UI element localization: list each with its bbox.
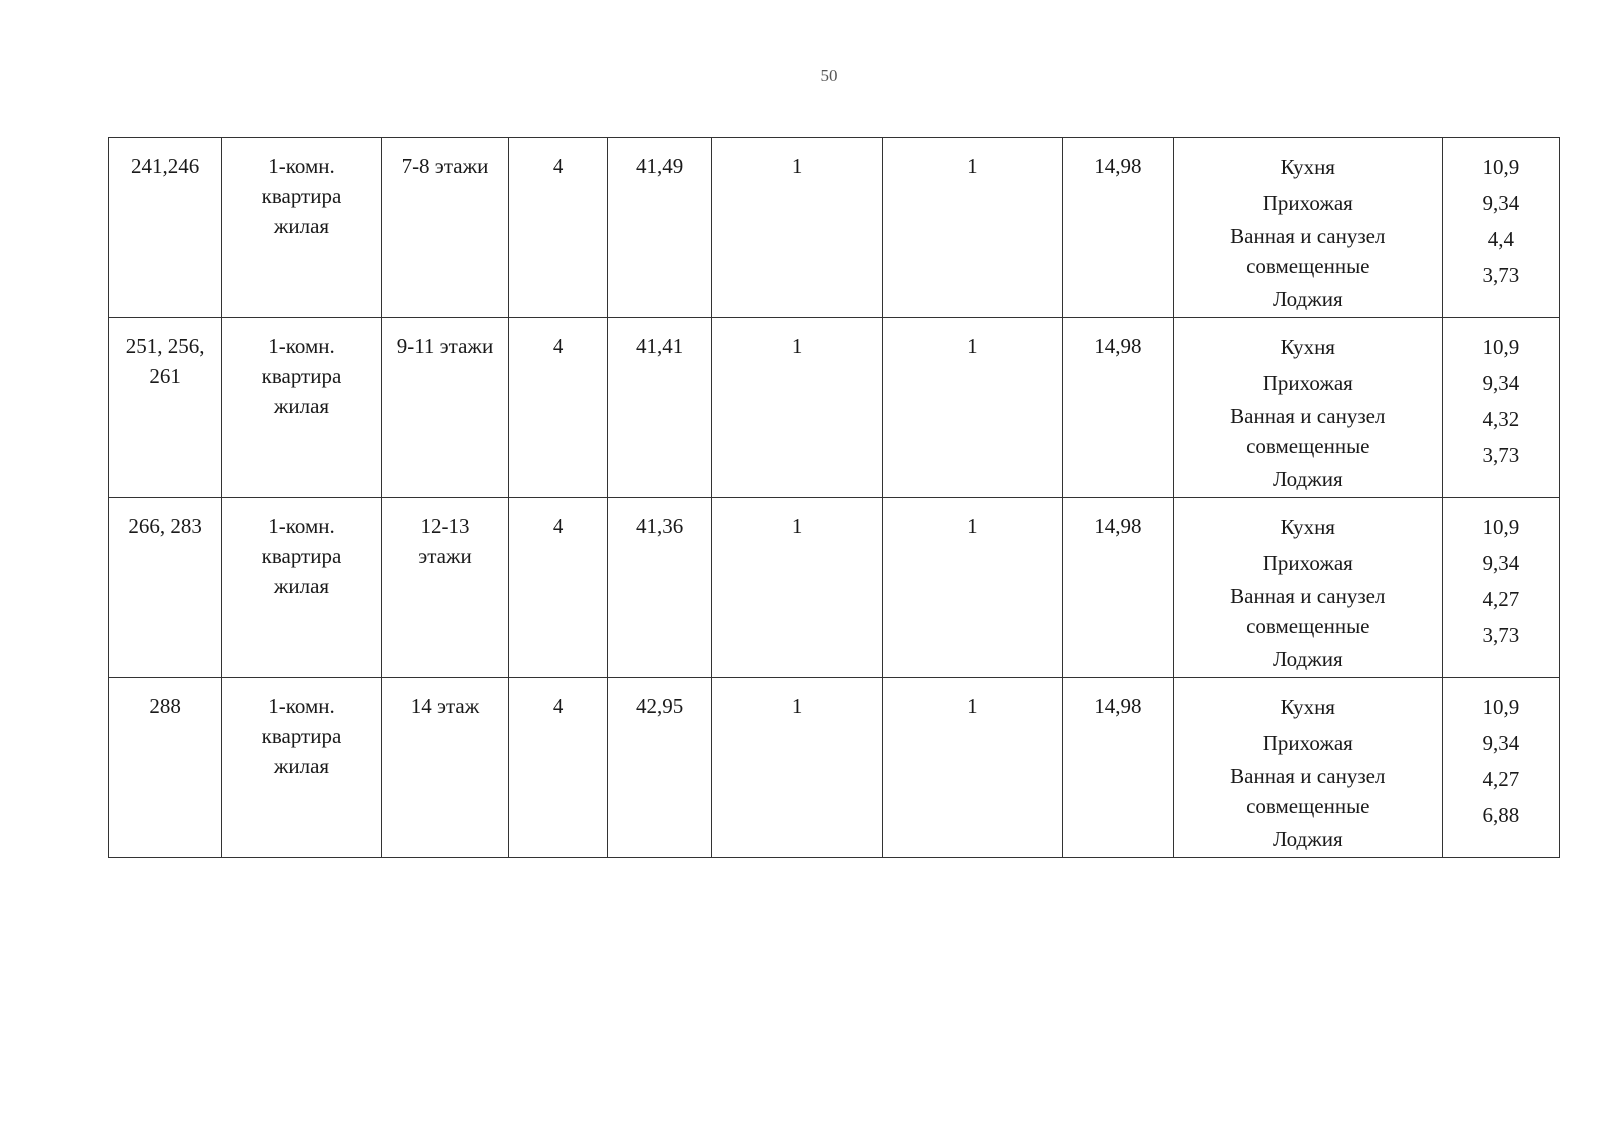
room-area: 10,9 (1482, 335, 1520, 359)
room-name: Прихожая (1262, 731, 1353, 755)
apartment-type-line: 1-комн. (268, 694, 335, 718)
room-areas-cell (1442, 318, 1559, 498)
room-name: Ванная и санузел совмещенные (1230, 224, 1386, 278)
rooms-cell (1173, 498, 1442, 678)
col6-cell: 1 (712, 138, 883, 318)
room-area: 6,88 (1482, 803, 1520, 827)
apartment-numbers: 251, 256, (125, 334, 205, 358)
floors-line: 12-13 (420, 514, 470, 538)
room-area: 3,73 (1482, 263, 1520, 287)
floors-cell (381, 318, 508, 498)
apartment-numbers-cell (109, 678, 222, 858)
apartments-table (108, 137, 1560, 858)
apartment-type-line: жилая (273, 394, 330, 418)
floors-cell (381, 498, 508, 678)
room-area: 10,9 (1482, 515, 1520, 539)
living-area-cell: 14,98 (1062, 498, 1173, 678)
room-area: 10,9 (1482, 155, 1520, 179)
col4-cell: 4 (509, 138, 608, 318)
room-name: Лоджия (1272, 467, 1343, 491)
room-name: Лоджия (1272, 287, 1343, 311)
living-area-cell: 14,98 (1062, 318, 1173, 498)
apartment-type-line: квартира (261, 544, 342, 568)
apartment-type-cell (222, 498, 382, 678)
room-area: 3,73 (1482, 623, 1520, 647)
apartment-numbers: 288 (149, 694, 181, 718)
room-name: Лоджия (1272, 647, 1343, 671)
rooms-cell (1173, 678, 1442, 858)
room-areas-cell (1442, 498, 1559, 678)
apartment-type-line: жилая (273, 214, 330, 238)
room-area: 10,9 (1482, 695, 1520, 719)
room-area: 3,73 (1482, 443, 1520, 467)
total-area-cell: 41,36 (608, 498, 712, 678)
table-row (109, 678, 1560, 858)
apartment-type-cell (222, 318, 382, 498)
floors-line: 7-8 этажи (401, 154, 489, 178)
apartment-numbers: 266, 283 (128, 514, 202, 538)
col4-cell: 4 (509, 318, 608, 498)
room-name: Кухня (1280, 155, 1335, 179)
floors-cell (381, 678, 508, 858)
apartment-type-cell (222, 138, 382, 318)
col6-cell: 1 (712, 318, 883, 498)
room-name: Кухня (1280, 335, 1335, 359)
room-name: Прихожая (1262, 191, 1353, 215)
total-area-cell: 42,95 (608, 678, 712, 858)
apartment-type-line: жилая (273, 754, 330, 778)
apartment-numbers-cell (109, 138, 222, 318)
room-area: 9,34 (1482, 371, 1520, 395)
apartment-type-line: квартира (261, 184, 342, 208)
total-area-cell: 41,41 (608, 318, 712, 498)
col7-cell: 1 (882, 138, 1062, 318)
room-name: Прихожая (1262, 551, 1353, 575)
col4-cell: 4 (509, 498, 608, 678)
room-areas-cell (1442, 678, 1559, 858)
room-area: 4,32 (1482, 407, 1520, 431)
apartment-type-cell (222, 678, 382, 858)
apartment-numbers: 261 (149, 364, 181, 388)
room-name: Кухня (1280, 515, 1335, 539)
room-areas-cell (1442, 138, 1559, 318)
room-name: Ванная и санузел совмещенные (1230, 404, 1386, 458)
apartment-numbers-cell (109, 498, 222, 678)
col7-cell: 1 (882, 678, 1062, 858)
floors-cell (381, 138, 508, 318)
col7-cell: 1 (882, 498, 1062, 678)
apartment-type-line: квартира (261, 364, 342, 388)
col6-cell: 1 (712, 498, 883, 678)
apartment-numbers: 241,246 (130, 154, 200, 178)
table-row (109, 498, 1560, 678)
apartment-numbers-cell (109, 318, 222, 498)
apartment-type-line: квартира (261, 724, 342, 748)
room-area: 4,4 (1487, 227, 1514, 251)
floors-line: 14 этаж (410, 694, 480, 718)
rooms-cell (1173, 318, 1442, 498)
apartment-type-line: 1-комн. (268, 514, 335, 538)
room-area: 4,27 (1482, 587, 1520, 611)
room-name: Ванная и санузел совмещенные (1230, 584, 1386, 638)
room-area: 9,34 (1482, 551, 1520, 575)
col7-cell: 1 (882, 318, 1062, 498)
living-area-cell: 14,98 (1062, 678, 1173, 858)
col6-cell: 1 (712, 678, 883, 858)
apartment-type-line: 1-комн. (268, 334, 335, 358)
col4-cell: 4 (509, 678, 608, 858)
floors-line: 9-11 этажи (396, 334, 494, 358)
rooms-cell (1173, 138, 1442, 318)
room-area: 4,27 (1482, 767, 1520, 791)
page-number: 50 (820, 66, 838, 85)
floors-line: этажи (418, 544, 472, 568)
room-name: Кухня (1280, 695, 1335, 719)
apartment-type-line: 1-комн. (268, 154, 335, 178)
room-name: Лоджия (1272, 827, 1343, 851)
table-row (109, 138, 1560, 318)
apartment-type-line: жилая (273, 574, 330, 598)
room-area: 9,34 (1482, 191, 1520, 215)
room-area: 9,34 (1482, 731, 1520, 755)
total-area-cell: 41,49 (608, 138, 712, 318)
table-body (109, 138, 1560, 858)
room-name: Ванная и санузел совмещенные (1230, 764, 1386, 818)
living-area-cell: 14,98 (1062, 138, 1173, 318)
table-row (109, 318, 1560, 498)
room-name: Прихожая (1262, 371, 1353, 395)
